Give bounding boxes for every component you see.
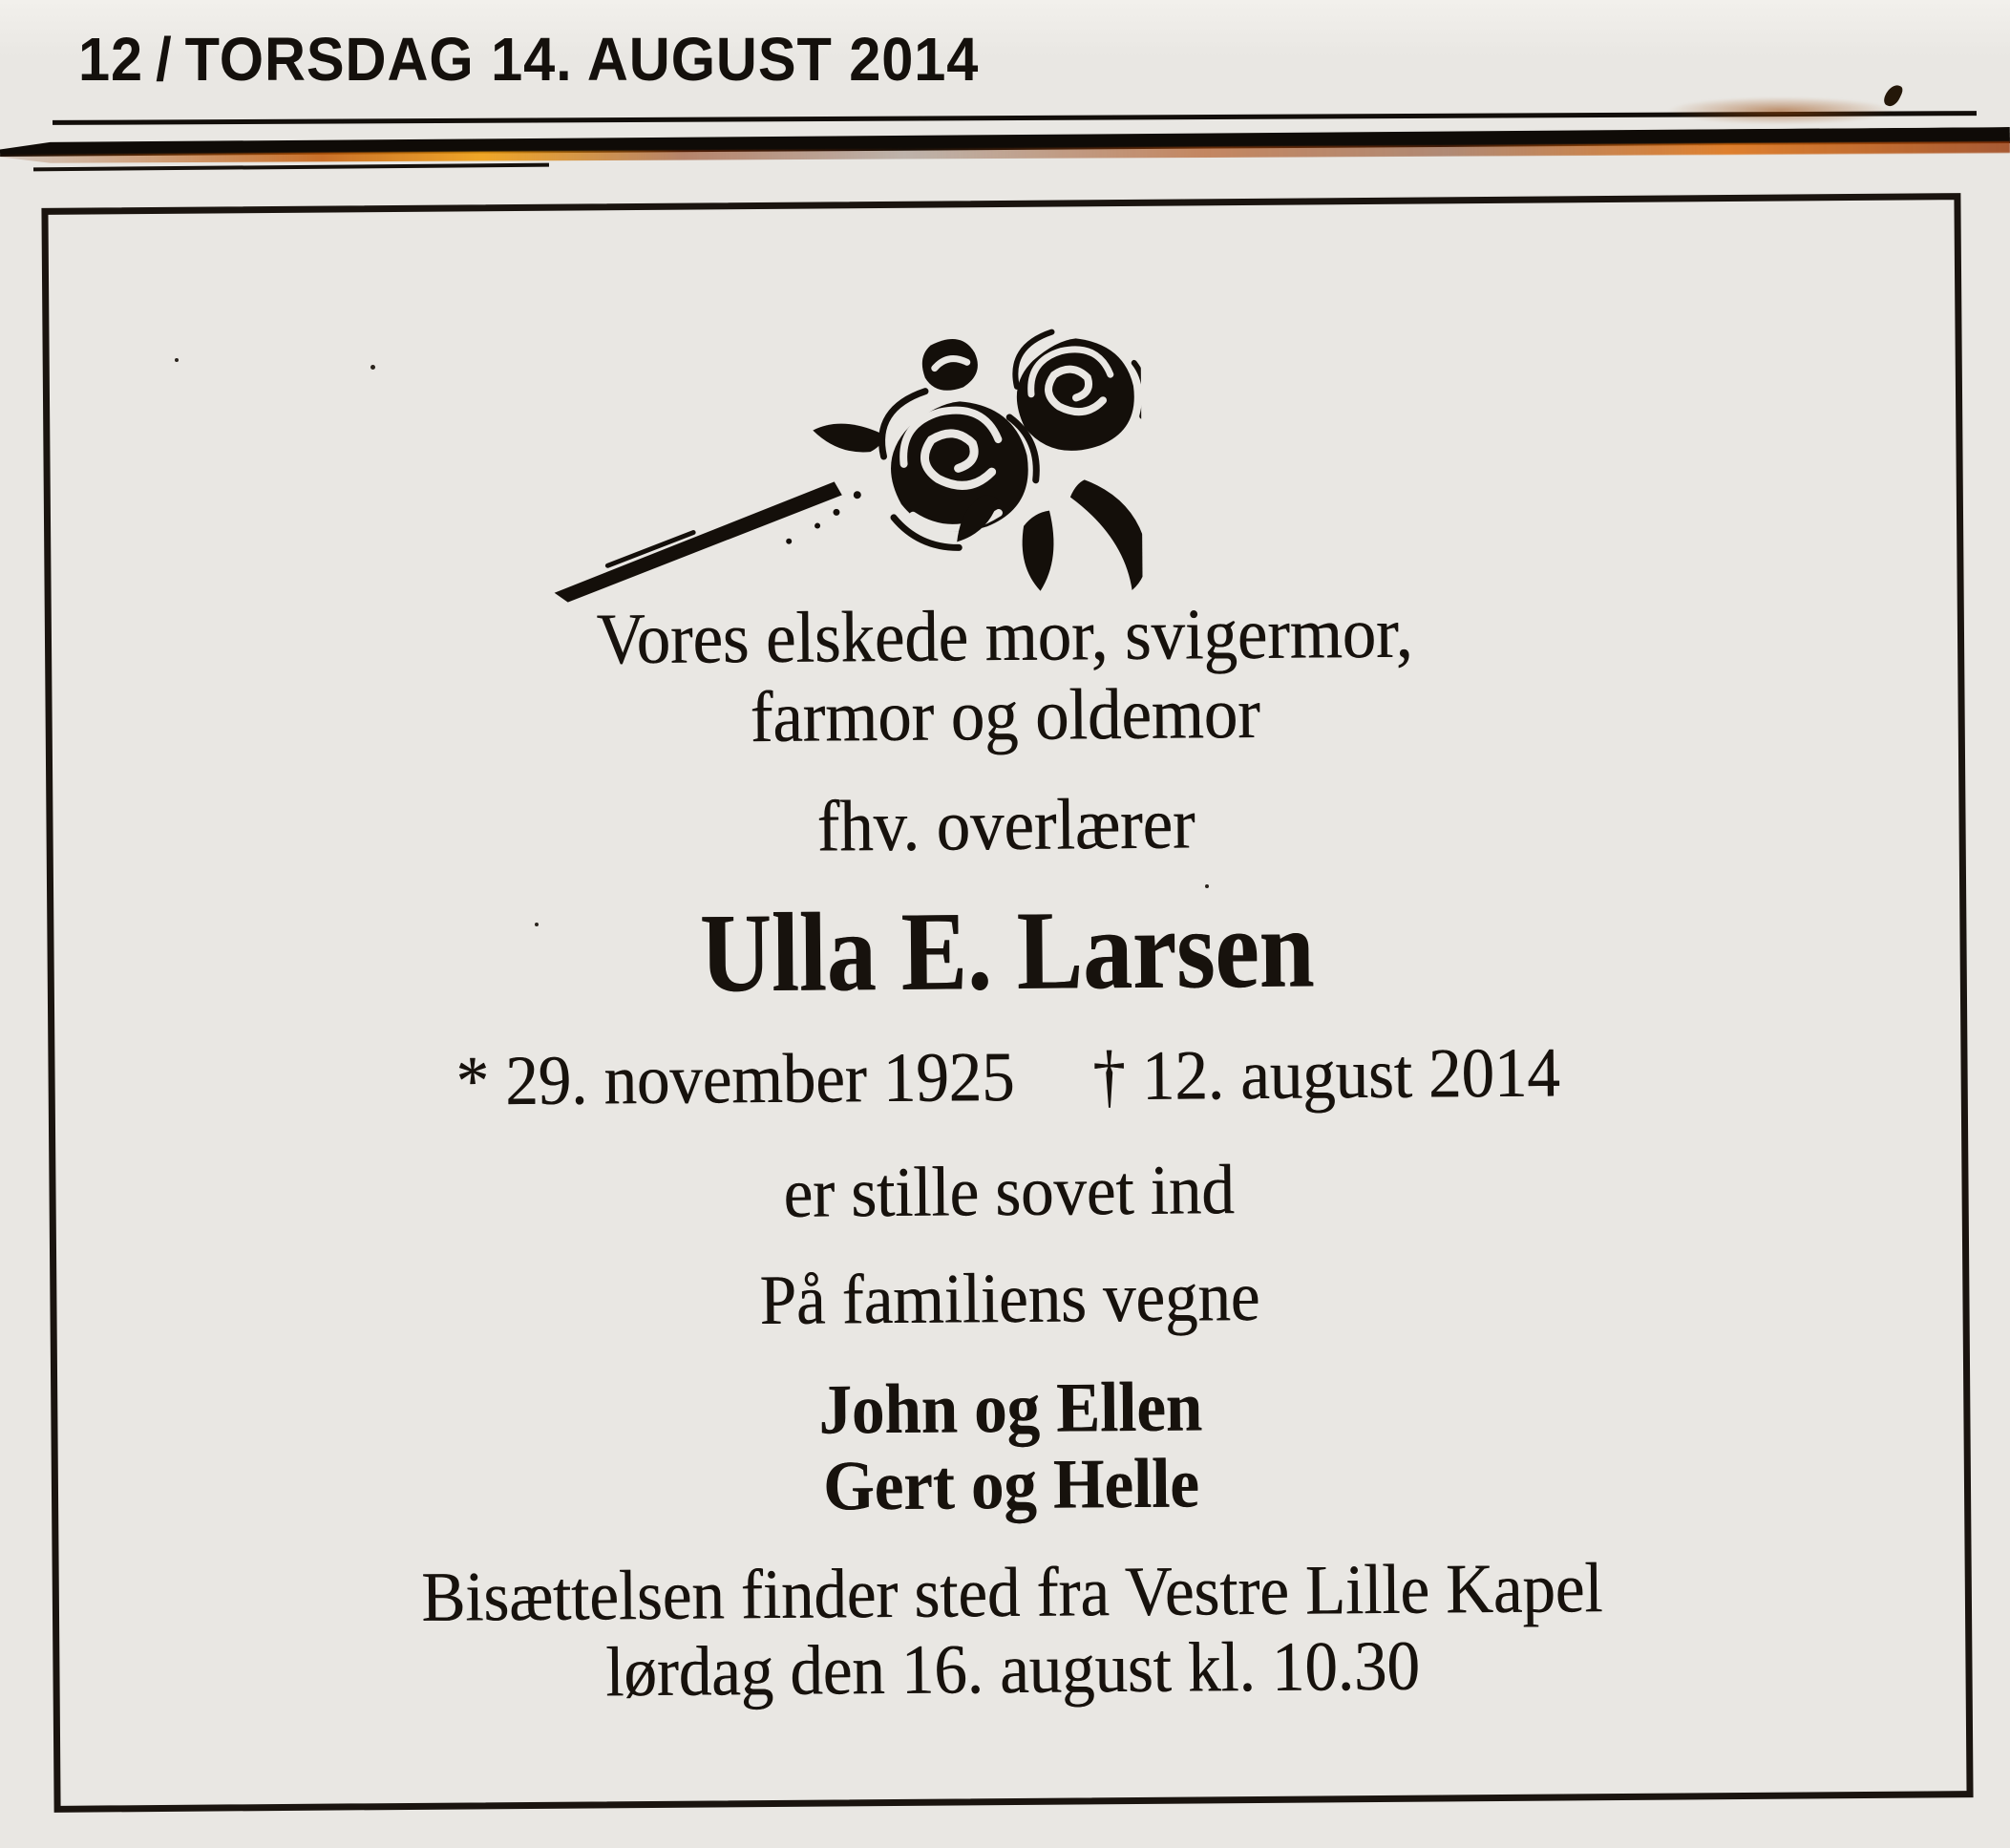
page-number: 12: [78, 25, 144, 94]
ceremony-line-2: lørdag den 16. august kl. 10.30: [604, 1626, 1421, 1712]
passing-line: er stille sovet ind: [783, 1151, 1235, 1233]
birth-date: * 29. november 1925: [455, 1037, 1015, 1121]
intro-line-1: Vores elskede mor, svigermor,: [596, 592, 1413, 680]
intro-line-2: farmor og oldemor: [750, 672, 1260, 758]
death-date: † 12. august 2014: [1091, 1033, 1560, 1116]
death-notice: [41, 193, 1973, 1813]
family-line-2: Gert og Helle: [822, 1444, 1200, 1526]
occupation-line: fhv. overlærer: [816, 783, 1195, 867]
roses-icon: [548, 311, 1142, 603]
header-rule-thick: [0, 127, 2010, 167]
masthead: [78, 25, 980, 94]
masthead-date: TORSDAG 14. AUGUST 2014: [184, 25, 980, 94]
masthead-separator: /: [156, 25, 173, 94]
ceremony-line-1: Bisættelsen finder sted fra Vestre Lille Kapel: [420, 1549, 1603, 1637]
dates-line: [121, 1035, 1894, 1120]
deceased-name: Ulla E. Larsen: [699, 885, 1315, 1016]
dates-gap: [1015, 1099, 1093, 1100]
behalf-line: På familiens vegne: [759, 1257, 1260, 1341]
family-line-1: John og Ellen: [818, 1368, 1203, 1450]
header-rule-under: [33, 163, 549, 172]
